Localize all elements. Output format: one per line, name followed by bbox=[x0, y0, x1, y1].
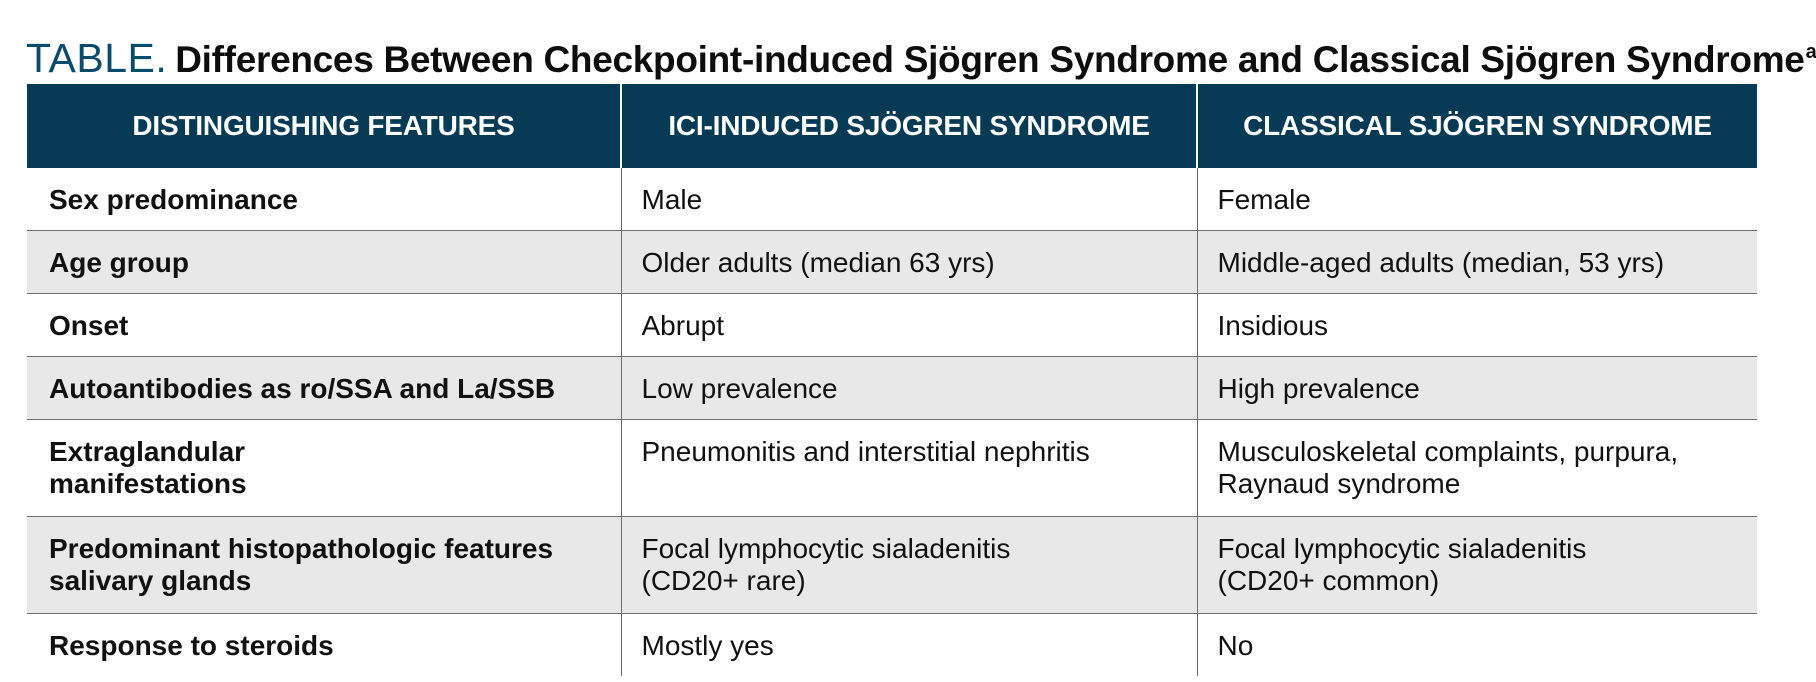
cell-text-line: No bbox=[1217, 630, 1254, 661]
comparison-table-container bbox=[27, 84, 1757, 682]
feature-cell bbox=[27, 420, 621, 517]
classical-cell bbox=[1197, 294, 1757, 357]
table-title-text: Differences Between Checkpoint-induced Sjögren Syndrome and Classical Sjögren Syndrome bbox=[175, 39, 1805, 80]
cell-text-line: salivary glands bbox=[49, 565, 252, 596]
table-label: TABLE. bbox=[26, 35, 168, 81]
cell-text-line: Age group bbox=[49, 247, 189, 278]
classical-cell bbox=[1197, 168, 1757, 231]
ici-cell bbox=[621, 231, 1197, 294]
ici-cell bbox=[621, 420, 1197, 517]
cell-text-line: Onset bbox=[49, 310, 129, 341]
classical-cell bbox=[1197, 420, 1757, 517]
classical-cell bbox=[1197, 614, 1757, 677]
table-row bbox=[27, 168, 1757, 231]
ici-cell bbox=[621, 614, 1197, 677]
feature-cell bbox=[27, 357, 621, 420]
feature-cell bbox=[27, 231, 621, 294]
cell-text-line: manifestations bbox=[49, 468, 247, 499]
classical-cell bbox=[1197, 231, 1757, 294]
cell-text-line: Autoantibodies as ro/SSA and La/SSB bbox=[49, 373, 556, 404]
classical-cell bbox=[1197, 357, 1757, 420]
ici-cell bbox=[621, 294, 1197, 357]
table-row bbox=[27, 294, 1757, 357]
cell-text-line: Response to steroids bbox=[49, 630, 334, 661]
cell-text-line: Musculoskeletal complaints, purpura, bbox=[1217, 436, 1679, 467]
footnote-marker: a bbox=[1805, 41, 1816, 63]
column-header-features: DISTINGUISHING FEATURES bbox=[27, 84, 621, 168]
table-row bbox=[27, 614, 1757, 677]
cell-text-line: High prevalence bbox=[1217, 373, 1420, 404]
classical-cell bbox=[1197, 517, 1757, 614]
cell-text-line: Mostly yes bbox=[641, 630, 774, 661]
cell-text-line: Abrupt bbox=[641, 310, 724, 341]
table-caption bbox=[26, 24, 1816, 80]
cell-text-line: Predominant histopathologic features bbox=[49, 533, 554, 564]
cell-text-line: Raynaud syndrome bbox=[1217, 468, 1461, 499]
cell-text-line: Pneumonitis and interstitial nephritis bbox=[641, 436, 1090, 467]
feature-cell bbox=[27, 517, 621, 614]
cell-text-line: Focal lymphocytic sialadenitis bbox=[641, 533, 1011, 564]
header-row bbox=[27, 84, 1757, 168]
cell-text-line: Male bbox=[641, 184, 703, 215]
cell-text-line: (CD20+ common) bbox=[1217, 565, 1440, 596]
ici-cell bbox=[621, 168, 1197, 231]
cell-text-line: Low prevalence bbox=[641, 373, 838, 404]
table-row bbox=[27, 420, 1757, 517]
cell-text-line: Insidious bbox=[1217, 310, 1329, 341]
cell-text-line: Focal lymphocytic sialadenitis bbox=[1217, 533, 1587, 564]
cell-text-line: Older adults (median 63 yrs) bbox=[641, 247, 995, 278]
ici-cell bbox=[621, 357, 1197, 420]
cell-text-line: Extraglandular bbox=[49, 436, 246, 467]
table-body bbox=[27, 168, 1757, 676]
table-row bbox=[27, 517, 1757, 614]
table-title bbox=[175, 39, 1816, 80]
feature-cell bbox=[27, 294, 621, 357]
table-header bbox=[27, 84, 1757, 168]
column-header-classical: CLASSICAL SJÖGREN SYNDROME bbox=[1197, 84, 1757, 168]
cell-text-line: Female bbox=[1217, 184, 1311, 215]
feature-cell bbox=[27, 168, 621, 231]
cell-text-line: Sex predominance bbox=[49, 184, 298, 215]
comparison-table bbox=[27, 84, 1757, 676]
cell-text-line: Middle-aged adults (median, 53 yrs) bbox=[1217, 247, 1665, 278]
table-row bbox=[27, 357, 1757, 420]
cell-text-line: (CD20+ rare) bbox=[641, 565, 806, 596]
column-header-ici: ICI-INDUCED SJÖGREN SYNDROME bbox=[621, 84, 1197, 168]
ici-cell bbox=[621, 517, 1197, 614]
feature-cell bbox=[27, 614, 621, 677]
table-row bbox=[27, 231, 1757, 294]
